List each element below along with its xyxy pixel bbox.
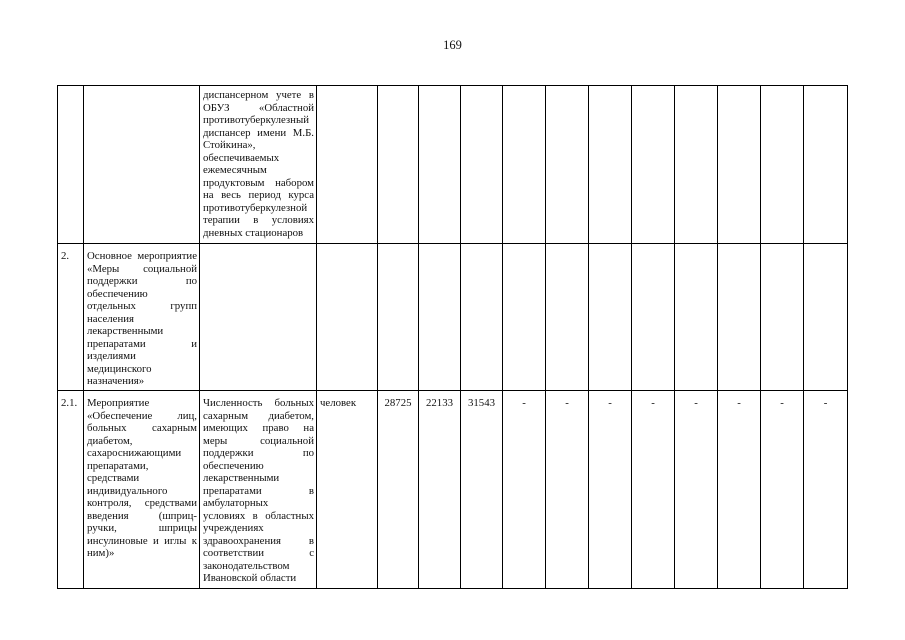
text-line: назначения» — [87, 375, 145, 387]
text-line: препаратами и — [87, 337, 197, 350]
text-line: ним)» — [87, 547, 115, 559]
value-cell-9 — [718, 86, 761, 244]
text-line: лекарственными — [87, 325, 164, 337]
text-line: здравоохранения в — [203, 534, 314, 547]
unit-cell: человек — [317, 391, 378, 589]
text-line: ежемесячным — [203, 164, 267, 176]
text-line: поддержки по — [203, 447, 314, 459]
text-line: введения (шприц- — [87, 509, 197, 522]
value-cell-11: - — [804, 391, 848, 589]
value-cell-5: - — [546, 391, 589, 589]
activity-cell — [84, 244, 200, 391]
text-line: ручки, шприцы — [87, 522, 197, 534]
text-line: индивидуального — [87, 484, 168, 497]
value-cell-6 — [589, 86, 632, 244]
value-cell-10 — [761, 86, 804, 244]
value-cell-11 — [804, 86, 848, 244]
value-cell-6 — [589, 244, 632, 391]
row-number-cell: 2. — [58, 244, 84, 391]
value-cell-3: 31543 — [461, 391, 503, 589]
text-line: диспансерном учете в — [203, 89, 314, 101]
text-line: противотуберкулезной — [203, 201, 308, 214]
value-cell-5 — [546, 244, 589, 391]
page-number: 169 — [443, 38, 462, 52]
indicator-cell — [200, 244, 317, 391]
value-cell-6: - — [589, 391, 632, 589]
value-cell-11 — [804, 244, 848, 391]
text-line: медицинского — [87, 362, 152, 375]
text-line: сахарным диабетом, — [203, 409, 314, 422]
text-line: «Меры социальной — [87, 262, 197, 275]
text-line: обеспечиваемых — [203, 151, 280, 164]
value-cell-10: - — [761, 391, 804, 589]
value-cell-8 — [675, 244, 718, 391]
text-line: Ивановской области — [203, 572, 297, 584]
value-cell-4 — [503, 86, 546, 244]
text-line: на весь период курса — [203, 189, 314, 201]
value-cell-4: - — [503, 391, 546, 589]
value-cell-3 — [461, 244, 503, 391]
value-cell-2: 22133 — [419, 391, 461, 589]
text-line: имеющих право на — [203, 422, 314, 434]
indicator-cell — [200, 86, 317, 244]
unit-cell — [317, 244, 378, 391]
text-line: средствами — [87, 472, 140, 484]
value-cell-2 — [419, 86, 461, 244]
text-line: Стойкина», — [203, 139, 256, 151]
text-line: больных сахарным — [87, 422, 197, 434]
text-line: лекарственными — [203, 472, 280, 484]
text-line: изделиями — [87, 350, 136, 362]
value-cell-1: 28725 — [378, 391, 419, 589]
value-cell-4 — [503, 244, 546, 391]
value-cell-3 — [461, 86, 503, 244]
text-line: продуктовым набором — [203, 176, 314, 189]
value-cell-2 — [419, 244, 461, 391]
text-line: дневных стационаров — [203, 226, 304, 239]
value-cell-9: - — [718, 391, 761, 589]
text-line: терапии в условиях — [203, 214, 314, 226]
text-line: законодательством — [203, 559, 290, 572]
text-line: Мероприятие — [87, 397, 150, 409]
activity-cell — [84, 86, 200, 244]
value-cell-1 — [378, 86, 419, 244]
value-cell-10 — [761, 244, 804, 391]
text-line: учреждениях — [203, 522, 264, 534]
text-line: амбулаторных — [203, 497, 269, 509]
value-cell-7: - — [632, 391, 675, 589]
unit-cell — [317, 86, 378, 244]
indicator-cell — [200, 391, 317, 589]
text-line: противотуберкулезный — [203, 114, 309, 126]
text-line: поддержки по — [87, 275, 197, 287]
text-line: препаратами в — [203, 484, 314, 497]
text-line: соответствии с — [203, 547, 314, 559]
text-line: «Обеспечение лиц, — [87, 409, 197, 422]
text-line: ОБУЗ «Областной — [203, 101, 314, 114]
value-cell-9 — [718, 244, 761, 391]
value-cell-8: - — [675, 391, 718, 589]
program-table — [57, 85, 848, 589]
text-line: сахароснижающими — [87, 447, 182, 459]
value-cell-1 — [378, 244, 419, 391]
text-line: условиях в областных — [203, 509, 314, 522]
activity-cell — [84, 391, 200, 589]
text-line: контроля, средствами — [87, 497, 197, 509]
text-line: Основное мероприятие — [87, 250, 197, 262]
value-cell-5 — [546, 86, 589, 244]
row-number-cell: 2.1. — [58, 391, 84, 589]
text-line: диспансер имени М.Б. — [203, 126, 314, 139]
text-line: отдельных групп — [87, 300, 197, 312]
value-cell-8 — [675, 86, 718, 244]
text-line: населения — [87, 312, 134, 325]
text-line: инсулиновые и иглы к — [87, 534, 197, 547]
value-cell-7 — [632, 244, 675, 391]
value-cell-7 — [632, 86, 675, 244]
text-line: диабетом, — [87, 434, 133, 447]
text-line: препаратами, — [87, 459, 149, 472]
text-line: обеспечению — [203, 459, 264, 472]
text-line: обеспечению — [87, 287, 148, 300]
row-number-cell — [58, 86, 84, 244]
text-line: Численность больных — [203, 397, 314, 409]
text-line: меры социальной — [203, 434, 314, 447]
